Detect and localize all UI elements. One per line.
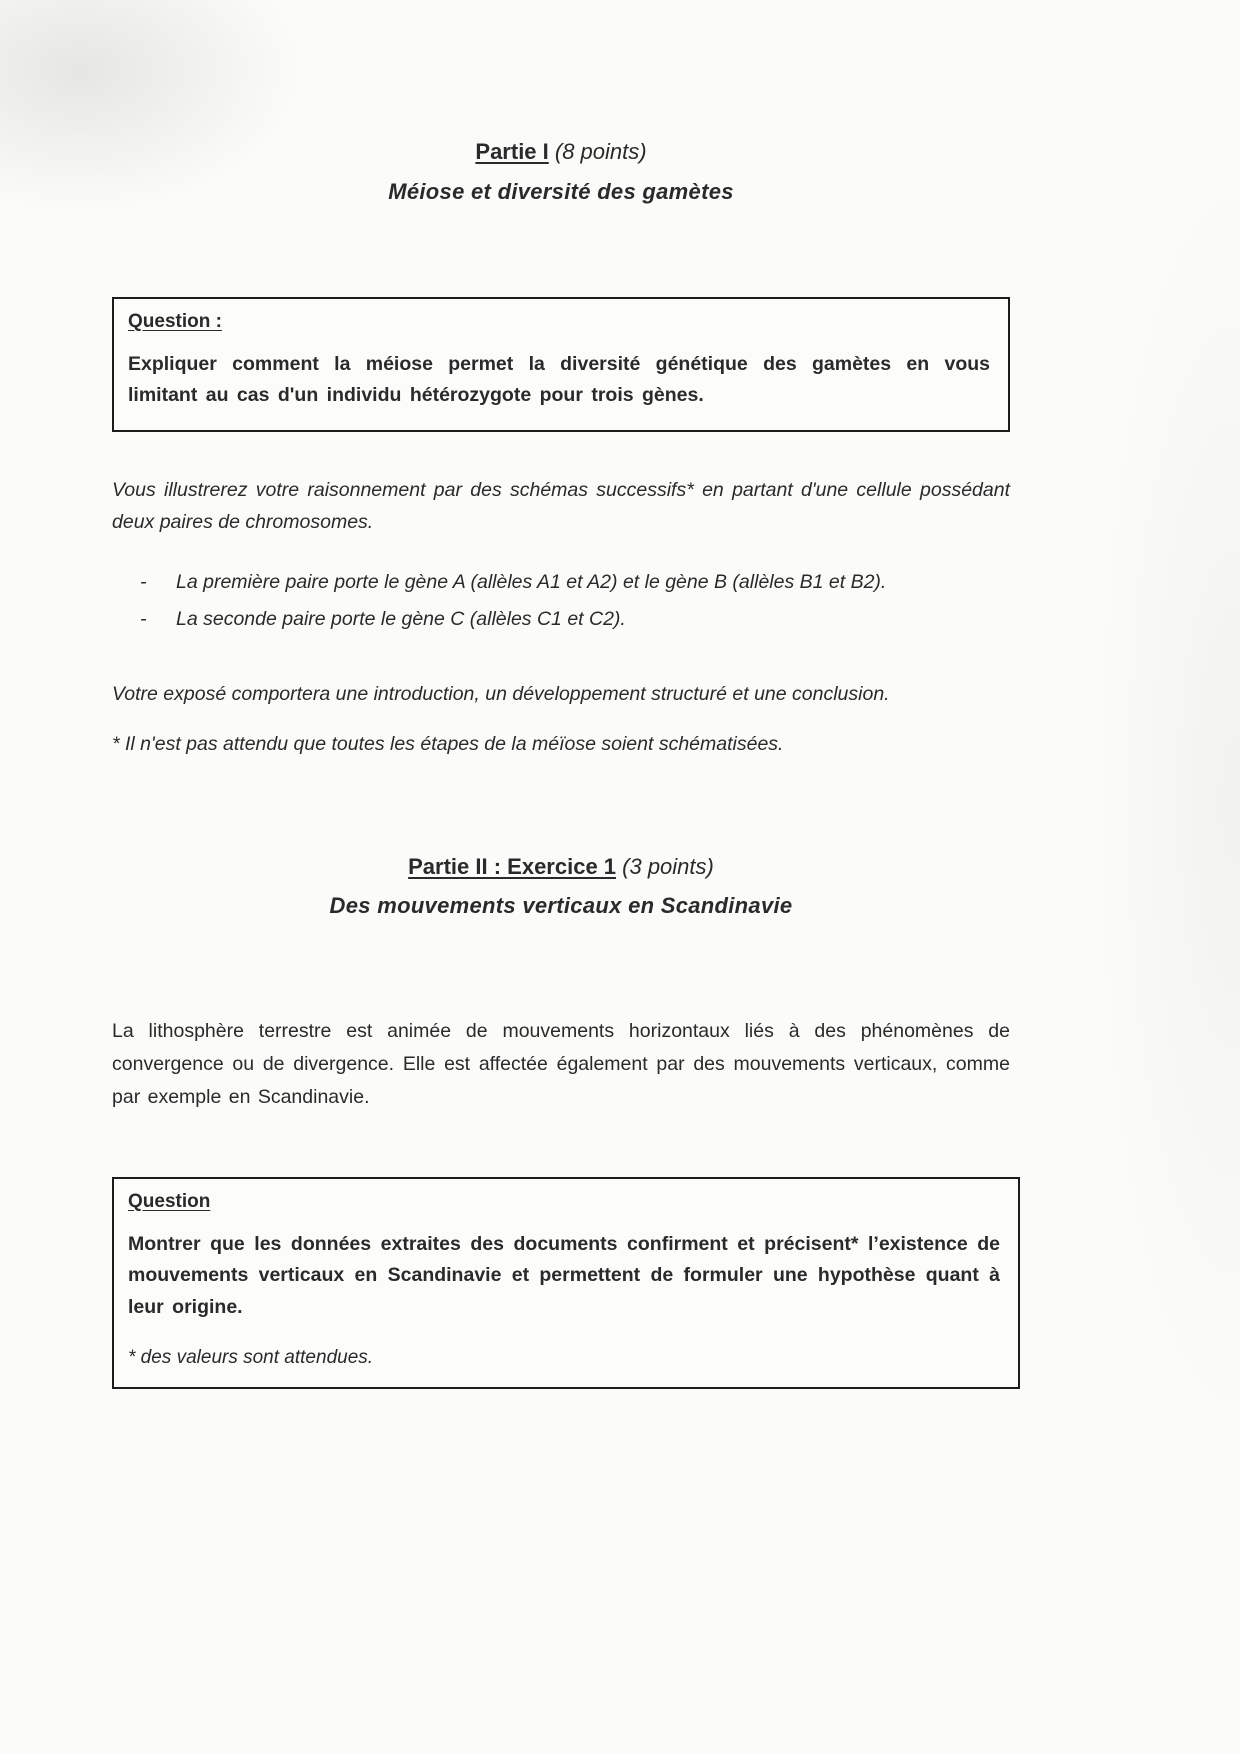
part1-bullet-list bbox=[112, 564, 1010, 638]
part2-question-label: Question bbox=[128, 1190, 211, 1212]
bullet-text: La seconde paire porte le gène C (allèles C1 et C2). bbox=[176, 608, 626, 631]
dash-marker: - bbox=[140, 608, 147, 631]
part1-subtitle: Méiose et diversité des gamètes bbox=[388, 178, 734, 204]
bullet-text: La première paire porte le gène A (allèles A1 et A2) et le gène B (allèles B1 et B2). bbox=[176, 571, 887, 594]
part1-title-text: Partie I bbox=[475, 139, 549, 164]
part2-title bbox=[112, 853, 1010, 882]
list-item bbox=[112, 564, 1010, 601]
list-item bbox=[112, 601, 1010, 638]
part1-question-box bbox=[112, 297, 1010, 432]
part1-title bbox=[112, 138, 1010, 167]
part2-question-note: * des valeurs sont attendues. bbox=[128, 1347, 374, 1369]
part2-subtitle: Des mouvements verticaux en Scandinavie bbox=[329, 893, 793, 919]
part1-question-label: Question : bbox=[128, 310, 222, 332]
part2-title-text: Partie II : Exercice 1 bbox=[408, 853, 617, 879]
part1-note-asterisk: * Il n'est pas attendu que toutes les étapes de la méïose soient schématisées. bbox=[112, 733, 784, 756]
page-content bbox=[112, 0, 1010, 1389]
part1-question-text: Expliquer comment la méiose permet la diversité génétique des gamètes en vous limitant au cas d'un individu hétérozygote pour trois gènes. bbox=[128, 352, 990, 407]
part1-instruction: Vous illustrerez votre raisonnement par des schémas successifs* en partant d'une cellule possédant deux paires de chromosomes. bbox=[112, 478, 1010, 533]
part2-question-text: Montrer que les données extraites des documents confirment et précisent* l’existence de mouvements verticaux en Scandinavie et permettent de formuler une hypothèse quant à leur origine. bbox=[128, 1232, 1000, 1318]
part2-question-box bbox=[112, 1177, 1020, 1390]
part2-title-points: (3 points) bbox=[616, 853, 714, 879]
part2-intro: La lithosphère terrestre est animée de mouvements horizontaux liés à des phénomènes de convergence ou de divergence. Elle est affectée également par des mouvements verticaux, comme par exemple en Scandinavie. bbox=[112, 1020, 1010, 1109]
dash-marker: - bbox=[140, 571, 147, 594]
part1-title-points: (8 points) bbox=[548, 139, 647, 164]
part1-note-structure: Votre exposé comportera une introduction, un développement structuré et une conclusion. bbox=[112, 683, 890, 706]
